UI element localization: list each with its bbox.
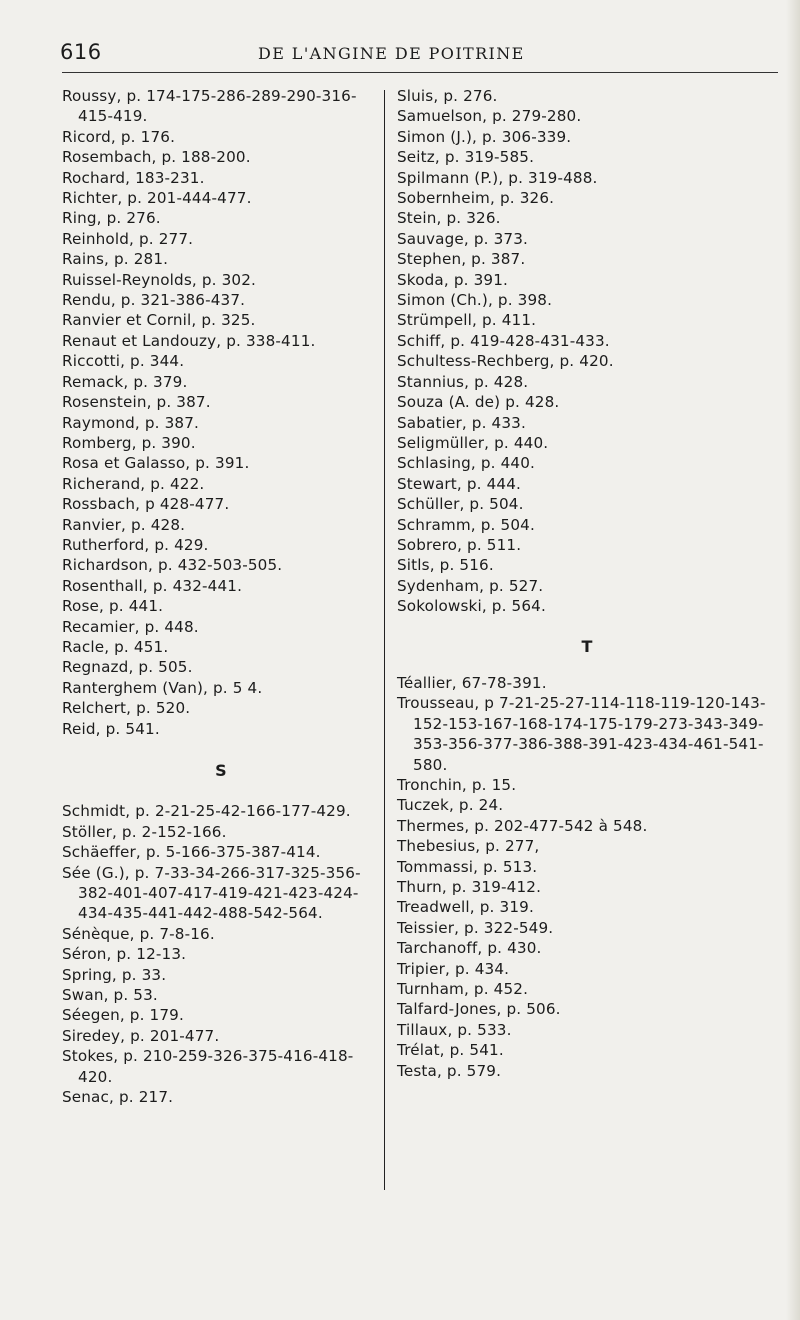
index-entry: Ricord, p. 176. <box>62 127 176 146</box>
index-entry: Rochard, 183-231. <box>62 168 205 187</box>
index-entry: Sobernheim, p. 326. <box>397 189 555 208</box>
index-entry: Schultess-Rechberg, p. 420. <box>397 352 614 371</box>
index-entry: Sobrero, p. 511. <box>397 535 522 554</box>
left-column <box>62 86 380 1108</box>
index-entry: Schüller, p. 504. <box>397 495 524 514</box>
r-entries-list <box>62 86 380 739</box>
index-entry: Swan, p. 53. <box>62 986 158 1005</box>
index-entry: Sluis, p. 276. <box>397 87 498 105</box>
index-entry: Sydenham, p. 527. <box>397 576 544 595</box>
index-entry: Tuczek, p. 24. <box>397 796 504 815</box>
index-entry: Téallier, 67-78-391. <box>397 673 547 692</box>
index-entry: Stannius, p. 428. <box>397 372 529 391</box>
right-column <box>397 86 777 1081</box>
index-entry: Stein, p. 326. <box>397 209 501 228</box>
section-letter-t: T <box>581 636 593 656</box>
s-entries-list <box>62 801 380 1107</box>
index-entry: Tripier, p. 434. <box>397 959 510 978</box>
index-entry: Rains, p. 281. <box>62 250 169 269</box>
index-entry: Treadwell, p. 319. <box>397 898 534 917</box>
index-entry: Ranvier, p. 428. <box>62 515 186 534</box>
index-entry: Souza (A. de) p. 428. <box>397 393 560 412</box>
index-entry: Samuelson, p. 279-280. <box>397 107 582 126</box>
index-entry: Stewart, p. 444. <box>397 474 522 493</box>
index-entry: Stokes, p. 210-259-326-375-416-418-420. <box>62 1047 354 1086</box>
index-entry: Turnham, p. 452. <box>397 980 529 999</box>
index-entry: Schmidt, p. 2-21-25-42-166-177-429. <box>62 802 351 821</box>
index-entry: Tillaux, p. 533. <box>397 1020 512 1039</box>
index-entry: Schlasing, p. 440. <box>397 454 536 473</box>
index-entry: Séron, p. 12-13. <box>62 945 187 964</box>
index-entry: Trélat, p. 541. <box>397 1041 504 1060</box>
index-entry: Ring, p. 276. <box>62 209 161 228</box>
index-entry: Renaut et Landouzy, p. 338-411. <box>62 331 316 350</box>
index-entry: Trousseau, p 7-21-25-27-114-118-119-120-143-152-153-167-168-174-175-179-273-343-349-353-356-377-386-388-391-423-434-461-541-580. <box>397 694 766 774</box>
index-entry: Romberg, p. 390. <box>62 433 196 452</box>
index-entry: Rutherford, p. 429. <box>62 535 209 554</box>
index-entry: Recamier, p. 448. <box>62 617 199 636</box>
index-entry: Sitls, p. 516. <box>397 556 494 575</box>
index-entry: Relchert, p. 520. <box>62 699 191 718</box>
page-number: 616 <box>60 40 102 64</box>
index-entry: Sénèque, p. 7-8-16. <box>62 924 215 943</box>
index-entry: Thurn, p. 319-412. <box>397 878 542 897</box>
index-entry: Schramm, p. 504. <box>397 515 535 534</box>
t-entries-list <box>397 673 777 1081</box>
index-entry: Thermes, p. 202-477-542 à 548. <box>397 816 648 835</box>
index-entry: Richerand, p. 422. <box>62 474 205 493</box>
page-edge-shadow <box>786 0 800 1320</box>
index-entry: Sée (G.), p. 7-33-34-266-317-325-356-382-401-407-417-419-421-423-424-434-435-441-442-488-542-564. <box>62 863 361 923</box>
index-entry: Rossbach, p 428-477. <box>62 495 230 514</box>
index-entry: Tommassi, p. 513. <box>397 857 538 876</box>
index-entry: Sokolowski, p. 564. <box>397 597 546 616</box>
s-entries-list-continued <box>397 86 777 617</box>
index-entry: Simon (J.), p. 306-339. <box>397 127 572 146</box>
index-entry: Strümpell, p. 411. <box>397 311 537 330</box>
index-entry: Rose, p. 441. <box>62 597 164 616</box>
index-entry: Thebesius, p. 277, <box>397 837 540 856</box>
index-entry: Séegen, p. 179. <box>62 1006 184 1025</box>
index-entry: Stephen, p. 387. <box>397 250 526 269</box>
index-entry: Seitz, p. 319-585. <box>397 148 535 167</box>
index-entry: Testa, p. 579. <box>397 1061 502 1080</box>
index-entry: Spring, p. 33. <box>62 965 167 984</box>
index-entry: Roussy, p. 174-175-286-289-290-316-415-419. <box>62 87 357 126</box>
index-entry: Rosa et Galasso, p. 391. <box>62 454 250 473</box>
index-entry: Remack, p. 379. <box>62 372 188 391</box>
index-entry: Racle, p. 451. <box>62 637 169 656</box>
index-entry: Sabatier, p. 433. <box>397 413 526 432</box>
index-entry: Skoda, p. 391. <box>397 270 509 289</box>
index-entry: Schäeffer, p. 5-166-375-387-414. <box>62 843 321 862</box>
column-divider <box>384 90 385 1190</box>
index-entry: Reid, p. 541. <box>62 719 160 738</box>
header-rule <box>62 72 778 73</box>
index-entry: Tronchin, p. 15. <box>397 776 517 794</box>
index-entry: Senac, p. 217. <box>62 1088 174 1107</box>
running-title: DE L'ANGINE DE POITRINE <box>258 44 525 63</box>
index-entry: Ranterghem (Van), p. 5 4. <box>62 678 263 697</box>
index-entry: Talfard-Jones, p. 506. <box>397 1000 561 1019</box>
index-entry: Riccotti, p. 344. <box>62 352 185 371</box>
index-entry: Teissier, p. 322-549. <box>397 918 554 937</box>
index-entry: Reinhold, p. 277. <box>62 229 194 248</box>
index-entry: Rendu, p. 321-386-437. <box>62 291 246 310</box>
index-entry: Ruissel-Reynolds, p. 302. <box>62 270 256 289</box>
index-entry: Raymond, p. 387. <box>62 413 200 432</box>
section-letter-s: S <box>215 761 227 780</box>
index-entry: Siredey, p. 201-477. <box>62 1026 220 1045</box>
index-entry: Spilmann (P.), p. 319-488. <box>397 168 598 187</box>
index-entry: Rosenthall, p. 432-441. <box>62 576 243 595</box>
index-entry: Sauvage, p. 373. <box>397 229 529 248</box>
index-entry: Seligmüller, p. 440. <box>397 433 549 452</box>
index-entry: Richter, p. 201-444-477. <box>62 189 252 208</box>
index-entry: Rosembach, p. 188-200. <box>62 148 251 167</box>
index-entry: Richardson, p. 432-503-505. <box>62 556 283 575</box>
index-entry: Ranvier et Cornil, p. 325. <box>62 311 256 330</box>
index-entry: Rosenstein, p. 387. <box>62 393 211 412</box>
index-entry: Regnazd, p. 505. <box>62 658 193 677</box>
index-entry: Simon (Ch.), p. 398. <box>397 291 553 310</box>
index-entry: Tarchanoff, p. 430. <box>397 939 542 958</box>
index-entry: Schiff, p. 419-428-431-433. <box>397 331 610 350</box>
index-entry: Stöller, p. 2-152-166. <box>62 822 227 841</box>
